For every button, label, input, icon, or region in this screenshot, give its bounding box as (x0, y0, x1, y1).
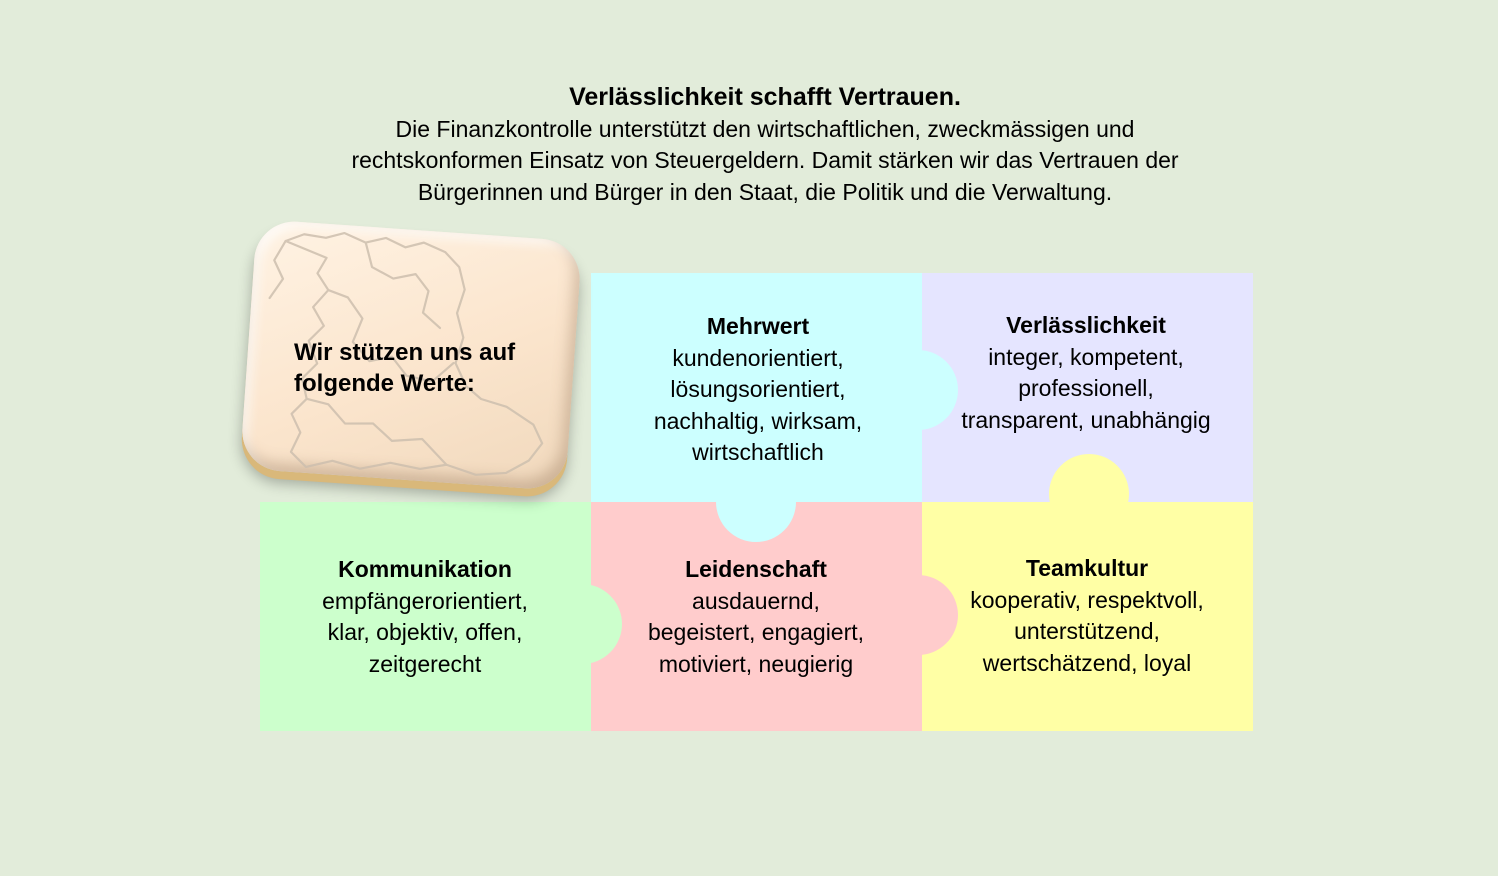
value-line: klar, objektiv, offen, (327, 619, 523, 645)
value-line: transparent, unabhängig (961, 406, 1211, 433)
value-title: Leidenschaft (685, 556, 827, 582)
value-line: motiviert, neugierig (658, 650, 854, 677)
value-kommunikation (285, 554, 565, 680)
intro-line: Bürgerinnen und Bürger in den Staat, die Politik und die Verwaltung. (417, 178, 1113, 205)
page-title: Verlässlichkeit schafft Vertrauen. (569, 83, 961, 111)
value-verlaesslichkeit (936, 310, 1236, 436)
value-line: wertschätzend, loyal (982, 649, 1192, 676)
value-title: Mehrwert (706, 313, 810, 339)
value-title: Kommunikation (338, 556, 512, 582)
value-line: professionell, (1018, 375, 1154, 401)
puzzle-tab-teamkultur (1049, 454, 1129, 534)
value-leidenschaft (616, 554, 896, 680)
intro-text (280, 82, 1250, 208)
value-line: nachhaltig, wirksam, (653, 407, 863, 434)
card-heading (294, 337, 554, 399)
value-line: zeitgerecht (368, 650, 482, 677)
value-line: kooperativ, respektvoll, (970, 586, 1204, 613)
value-mehrwert (620, 311, 896, 469)
card-line: Wir stützen uns auf (294, 339, 516, 366)
value-line: lösungsorientiert, (670, 376, 846, 402)
value-line: kundenorientiert, (672, 344, 844, 371)
intro-line: Die Finanzkontrolle unterstützt den wirtschaftlichen, zweckmässigen und (395, 115, 1135, 142)
card-line: folgende Werte: (294, 370, 475, 397)
intro-line: rechtskonformen Einsatz von Steuergeldern. Damit stärken wir das Vertrauen der (351, 147, 1179, 173)
value-line: unterstützend, (1014, 618, 1160, 644)
value-line: empfängerorientiert, (322, 587, 528, 614)
puzzle-tab-mehrwert (716, 462, 796, 542)
value-line: ausdauernd, (692, 587, 820, 614)
value-line: integer, kompetent, (988, 343, 1184, 370)
value-title: Teamkultur (1025, 555, 1149, 581)
value-line: wirtschaftlich (692, 439, 824, 465)
value-teamkultur (946, 553, 1228, 679)
value-line: begeistert, engagiert, (647, 619, 865, 645)
value-title: Verlässlichkeit (1006, 312, 1166, 338)
